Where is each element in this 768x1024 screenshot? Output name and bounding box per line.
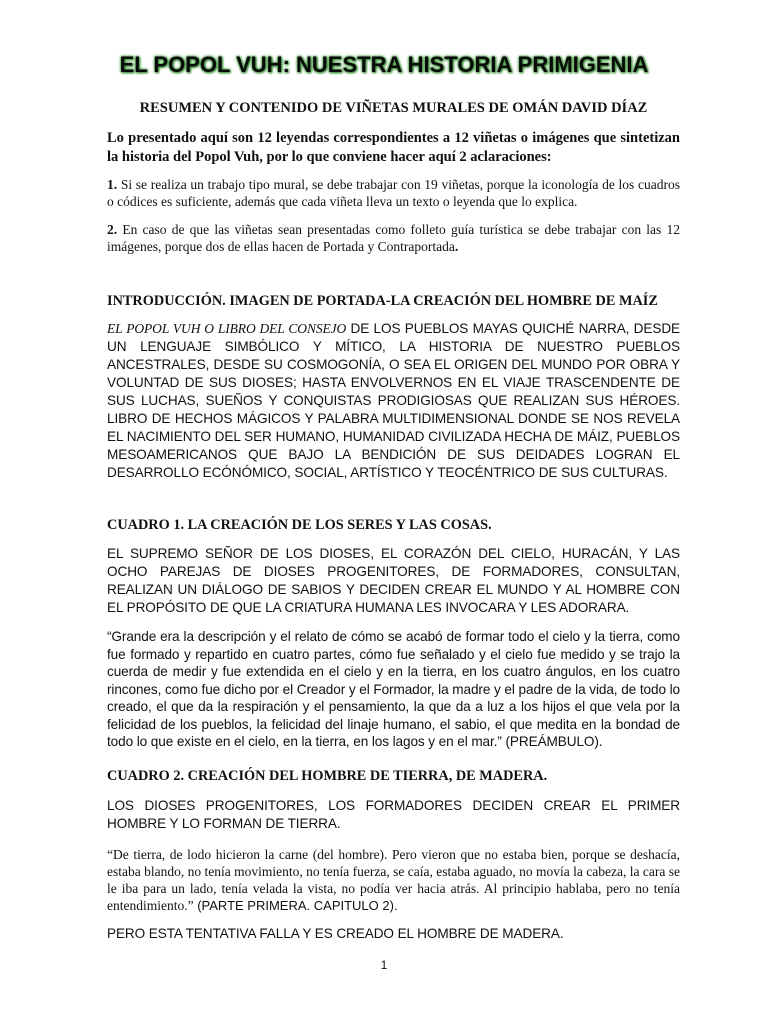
cuadro-1-heading: CUADRO 1. LA CREACIÓN DE LOS SERES Y LAS COSAS. xyxy=(107,517,492,533)
intro-section-text: DE LOS PUEBLOS MAYAS QUICHÉ NARRA, DESDE UN LENGUAJE SIMBÓLICO Y MÍTICO, LA HISTORIA DE NUESTRO PUEBLOS ANCESTRALES, DESDE SU COSMOGONÍA, O SEA EL ORIGEN DEL MUNDO POR OBRA Y VOLUNTAD DE SUS DIOSES; HASTA ENVOLVERNOS EN EL VIAJE TRASCENDENTE DE SUS LUCHAS, SUEÑOS Y CONQUISTAS PRODIGIOSAS QUE REALIZAN SUS HÉROES. LIBRO DE HECHOS MÁGICOS Y PALABRA MULTIDIMENSIONAL DONDE SE NOS REVELA EL NACIMIENTO DEL SER HUMANO, HUMANIDAD CIVILIZADA HECHA DE MÁIZ, PUEBLOS MESOAMERICANOS QUE BAJO LA BENDICIÓN DE SUS DEIDADES LOGRAN EL DESARROLLO ECÓNÓMICO, SOCIAL, ARTÍSTICO Y TEOCÉNTRICO DE SUS CULTURAS. xyxy=(107,321,681,480)
document-subtitle: RESUMEN Y CONTENIDO DE VIÑETAS MURALES DE OMÁN DAVID DÍAZ xyxy=(139,100,648,116)
cuadro-1-quote-text: “Grande era la descripción y el relato de cómo se acabó de formar todo el cielo y la tierra, como fue formado y repartido en cuatro partes, cómo fue señalado y el cielo fue medido y se trajo la cuerda de medir y fue extendida en el cielo y en la tierra, en los cuatro ángulos, en los cuatro rincones, como fue dicho por el Creador y el Formador, la madre y el padre de la vida, de todo lo creado, el que da la respiración y el pensamiento, la que da a luz a los hijos el que vela por la felicidad de los pueblos, la felicidad del linaje humano, el sabio, el que medita en la bondad de todo lo que existe en el cielo, en la tierra, en los lagos y en el mar.” xyxy=(107,629,680,749)
note-2-end: . xyxy=(454,239,459,254)
note-1-text: Si se realiza un trabajo tipo mural, se debe trabajar con 19 viñetas, porque la iconología de los cuadros o códices es suficiente, además que cada viñeta lleva un texto o leyenda que lo explica. xyxy=(107,177,680,209)
cuadro-2-quote xyxy=(107,846,680,914)
cuadro-1-quote-ref: (PREÁMBULO). xyxy=(501,734,603,749)
intro-section-lead: EL POPOL VUH O LIBRO DEL CONSEJO xyxy=(107,321,347,336)
cuadro-2-closing: PERO ESTA TENTATIVA FALLA Y ES CREADO EL HOMBRE DE MADERA. xyxy=(107,926,564,941)
note-1-paragraph xyxy=(107,176,680,210)
note-2-paragraph xyxy=(107,221,680,255)
intro-section-heading: INTRODUCCIÓN. IMAGEN DE PORTADA-LA CREACIÓN DEL HOMBRE DE MAÍZ xyxy=(107,293,658,309)
note-2-text: En caso de que las viñetas sean presentadas como folleto guía turística se debe trabajar con las 12 imágenes, porque dos de ellas hacen de Portada y Contraportada xyxy=(107,222,680,254)
cuadro-1-paragraph: EL SUPREMO SEÑOR DE LOS DIOSES, EL CORAZÓN DEL CIELO, HURACÁN, Y LAS OCHO PAREJAS DE DIOSES PROGENITORES, DE FORMADORES, CONSULTAN, REALIZAN UN DIÁLOGO DE SABIOS Y DECIDEN CREAR EL MUNDO Y AL HOMBRE CON EL PROPÓSITO DE QUE LA CRIATURA HUMANA LES INVOCARA Y LES ADORARA. xyxy=(107,546,680,615)
note-2-number: 2. xyxy=(107,222,118,237)
note-1-number: 1. xyxy=(107,177,118,192)
cuadro-2-quote-text: “De tierra, de lodo hicieron la carne (del hombre). Pero vieron que no estaba bien, porque se deshacía, estaba blando, no tenía movimiento, no tenía fuerza, se caía, estaba aguado, no movía la cabeza, la cara se le iba para un lado, tenía velada la vista, no podía ver hacia atrás. Al principio hablaba, pero no tenía entendimiento.” xyxy=(107,847,680,913)
cuadro-2-heading: CUADRO 2. CREACIÓN DEL HOMBRE DE TIERRA, DE MADERA. xyxy=(107,768,548,784)
page-number: 1 xyxy=(380,958,388,972)
cuadro-1-quote xyxy=(107,628,680,751)
intro-paragraph: Lo presentado aquí son 12 leyendas correspondientes a 12 viñetas o imágenes que sintetizan la historia del Popol Vuh, por lo que conviene hacer aquí 2 aclaraciones: xyxy=(107,130,680,165)
cuadro-2-paragraph: LOS DIOSES PROGENITORES, LOS FORMADORES DECIDEN CREAR EL PRIMER HOMBRE Y LO FORMAN DE TIERRA. xyxy=(107,798,680,831)
cuadro-2-quote-ref: (PARTE PRIMERA. CAPITULO 2). xyxy=(193,898,398,913)
intro-section-paragraph xyxy=(107,320,680,482)
document-title: EL POPOL VUH: NUESTRA HISTORIA PRIMIGENIA xyxy=(119,52,649,77)
